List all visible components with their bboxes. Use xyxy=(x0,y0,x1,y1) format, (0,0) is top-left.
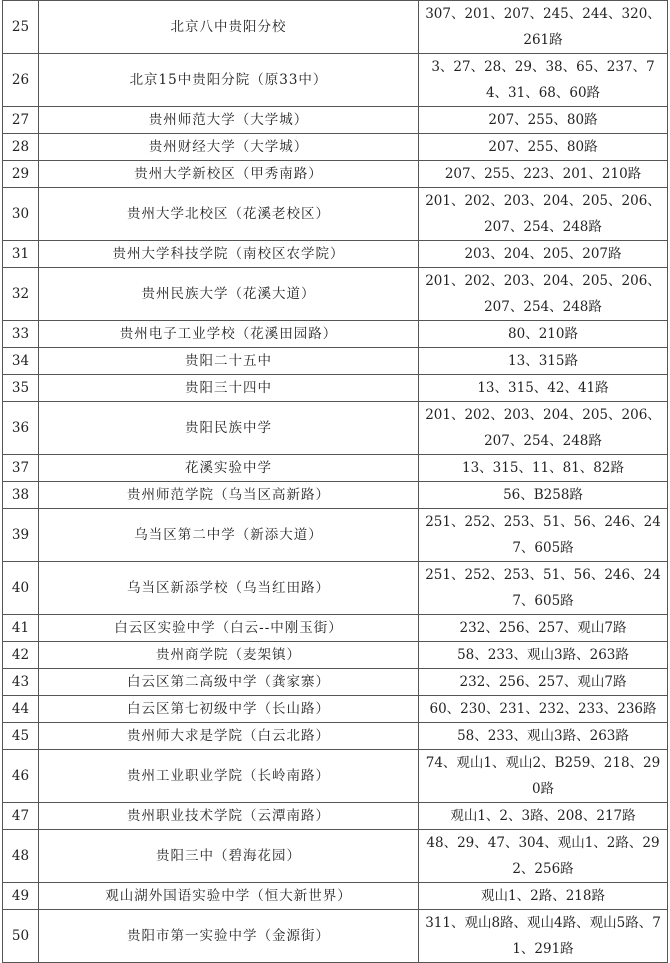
school-name: 白云区第二高级中学（龚家寨） xyxy=(39,669,419,696)
table-row xyxy=(3,134,668,161)
table-row xyxy=(3,161,668,188)
school-name: 白云区实验中学（白云--中刚玉街） xyxy=(39,615,419,642)
table-row xyxy=(3,696,668,723)
table-row xyxy=(3,188,668,241)
bus-routes: 307、201、207、245、244、320、261路 xyxy=(419,1,668,54)
school-name: 贵州师大求是学院（白云北路） xyxy=(39,723,419,750)
row-number: 40 xyxy=(3,562,39,615)
row-number: 32 xyxy=(3,268,39,321)
school-name: 贵阳二十五中 xyxy=(39,348,419,375)
school-name: 乌当区新添学校（乌当红田路） xyxy=(39,562,419,615)
bus-routes: 251、252、253、51、56、246、247、605路 xyxy=(419,562,668,615)
table-row xyxy=(3,910,668,963)
school-bus-routes-table xyxy=(2,0,668,963)
row-number: 28 xyxy=(3,134,39,161)
table-row xyxy=(3,321,668,348)
row-number: 37 xyxy=(3,455,39,482)
table-row xyxy=(3,455,668,482)
school-name: 贵阳市第一实验中学（金源街） xyxy=(39,910,419,963)
bus-routes: 74、观山1、观山2、B259、218、290路 xyxy=(419,750,668,803)
school-name: 贵州电子工业学校（花溪田园路） xyxy=(39,321,419,348)
row-number: 36 xyxy=(3,402,39,455)
bus-routes: 58、233、观山3路、263路 xyxy=(419,642,668,669)
school-name: 贵州大学科技学院（南校区农学院） xyxy=(39,241,419,268)
school-name: 贵州商学院（麦架镇） xyxy=(39,642,419,669)
school-name: 贵州民族大学（花溪大道） xyxy=(39,268,419,321)
table-row xyxy=(3,268,668,321)
bus-routes: 201、202、203、204、205、206、207、254、248路 xyxy=(419,402,668,455)
table-row xyxy=(3,509,668,562)
bus-routes: 251、252、253、51、56、246、247、605路 xyxy=(419,509,668,562)
bus-routes: 13、315路 xyxy=(419,348,668,375)
bus-routes: 3、27、28、29、38、65、237、74、31、68、60路 xyxy=(419,54,668,107)
row-number: 50 xyxy=(3,910,39,963)
table-row xyxy=(3,482,668,509)
bus-routes: 207、255、80路 xyxy=(419,134,668,161)
bus-routes: 232、256、257、观山7路 xyxy=(419,615,668,642)
table-row xyxy=(3,241,668,268)
table-row xyxy=(3,1,668,54)
table-row xyxy=(3,750,668,803)
row-number: 33 xyxy=(3,321,39,348)
school-name: 贵州师范学院（乌当区高新路） xyxy=(39,482,419,509)
row-number: 30 xyxy=(3,188,39,241)
school-name: 观山湖外国语实验中学（恒大新世界） xyxy=(39,883,419,910)
row-number: 27 xyxy=(3,107,39,134)
table-row xyxy=(3,803,668,830)
bus-routes: 311、观山8路、观山4路、观山5路、71、291路 xyxy=(419,910,668,963)
row-number: 31 xyxy=(3,241,39,268)
school-name: 北京15中贵阳分院（原33中） xyxy=(39,54,419,107)
row-number: 46 xyxy=(3,750,39,803)
bus-routes: 60、230、231、232、233、236路 xyxy=(419,696,668,723)
school-name: 花溪实验中学 xyxy=(39,455,419,482)
bus-routes: 58、233、观山3路、263路 xyxy=(419,723,668,750)
bus-routes: 13、315、11、81、82路 xyxy=(419,455,668,482)
school-name: 贵州大学北校区（花溪老校区） xyxy=(39,188,419,241)
bus-routes: 48、29、47、304、观山1、2路、292、256路 xyxy=(419,830,668,883)
table-row xyxy=(3,562,668,615)
bus-routes: 观山1、2路、218路 xyxy=(419,883,668,910)
table-row xyxy=(3,830,668,883)
row-number: 43 xyxy=(3,669,39,696)
table-row xyxy=(3,723,668,750)
row-number: 25 xyxy=(3,1,39,54)
school-name: 贵阳民族中学 xyxy=(39,402,419,455)
row-number: 44 xyxy=(3,696,39,723)
row-number: 45 xyxy=(3,723,39,750)
school-name: 乌当区第二中学（新添大道） xyxy=(39,509,419,562)
row-number: 26 xyxy=(3,54,39,107)
table-row xyxy=(3,348,668,375)
bus-routes: 201、202、203、204、205、206、207、254、248路 xyxy=(419,268,668,321)
row-number: 39 xyxy=(3,509,39,562)
bus-routes: 13、315、42、41路 xyxy=(419,375,668,402)
row-number: 38 xyxy=(3,482,39,509)
row-number: 49 xyxy=(3,883,39,910)
table-row xyxy=(3,54,668,107)
table-row xyxy=(3,107,668,134)
school-name: 贵州职业技术学院（云潭南路） xyxy=(39,803,419,830)
row-number: 41 xyxy=(3,615,39,642)
table-row xyxy=(3,883,668,910)
bus-routes: 80、210路 xyxy=(419,321,668,348)
row-number: 29 xyxy=(3,161,39,188)
row-number: 34 xyxy=(3,348,39,375)
row-number: 35 xyxy=(3,375,39,402)
school-name: 白云区第七初级中学（长山路） xyxy=(39,696,419,723)
bus-routes: 203、204、205、207路 xyxy=(419,241,668,268)
row-number: 47 xyxy=(3,803,39,830)
school-name: 北京八中贵阳分校 xyxy=(39,1,419,54)
school-name: 贵州师范大学（大学城） xyxy=(39,107,419,134)
bus-routes: 201、202、203、204、205、206、207、254、248路 xyxy=(419,188,668,241)
bus-routes: 观山1、2、3路、208、217路 xyxy=(419,803,668,830)
table-row xyxy=(3,375,668,402)
bus-routes: 207、255、223、201、210路 xyxy=(419,161,668,188)
row-number: 48 xyxy=(3,830,39,883)
table-row xyxy=(3,402,668,455)
table-body xyxy=(3,1,668,963)
bus-routes: 232、256、257、观山7路 xyxy=(419,669,668,696)
school-name: 贵州财经大学（大学城） xyxy=(39,134,419,161)
bus-routes: 207、255、80路 xyxy=(419,107,668,134)
school-name: 贵阳三十四中 xyxy=(39,375,419,402)
table-row xyxy=(3,642,668,669)
bus-routes: 56、B258路 xyxy=(419,482,668,509)
school-name: 贵阳三中（碧海花园） xyxy=(39,830,419,883)
school-name: 贵州大学新校区（甲秀南路） xyxy=(39,161,419,188)
table-row xyxy=(3,669,668,696)
table-row xyxy=(3,615,668,642)
school-name: 贵州工业职业学院（长岭南路） xyxy=(39,750,419,803)
row-number: 42 xyxy=(3,642,39,669)
